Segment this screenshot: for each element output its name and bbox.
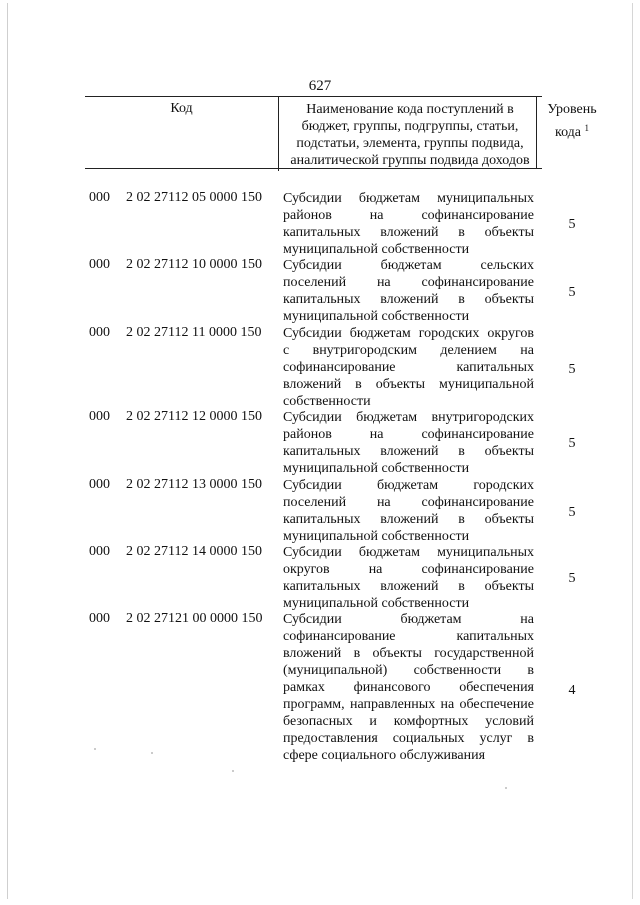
row-name xyxy=(283,257,534,325)
header-name-line: подстатьи, элемента, группы подвида, xyxy=(296,136,524,151)
row-admin-code: 000 xyxy=(89,477,110,492)
row-name-line: районов на софинансирование xyxy=(283,208,534,223)
row-name-line: муниципальной собственности xyxy=(283,596,470,611)
row-admin-code: 000 xyxy=(89,325,110,340)
row-name-line: безопасных и комфортных условий xyxy=(283,714,534,729)
row-admin-code: 000 xyxy=(89,190,110,205)
row-name-line: поселений на софинансирование xyxy=(283,275,534,290)
row-name-line: собственности xyxy=(283,394,371,409)
row-name xyxy=(283,477,534,545)
row-level: 5 xyxy=(568,285,576,300)
row-name xyxy=(283,325,534,410)
row-admin-code: 000 xyxy=(89,611,110,626)
row-name-line: Субсидии бюджетам сельских xyxy=(283,258,534,273)
row-budget-code: 2 02 27112 11 0000 150 xyxy=(126,325,262,340)
row-name-line: предоставления социальных услуг в xyxy=(283,731,534,746)
header-level-line: Уровень xyxy=(547,102,597,117)
row-budget-code: 2 02 27112 10 0000 150 xyxy=(126,257,262,272)
scan-speck xyxy=(505,787,507,789)
row-name-line: округов на софинансирование xyxy=(283,562,534,577)
row-name-line: с внутригородским делением на xyxy=(283,343,534,358)
row-name-line: муниципальной собственности xyxy=(283,242,470,257)
row-name-line: вложений в объекты муниципальной xyxy=(283,377,534,392)
row-name xyxy=(283,409,534,477)
row-level: 5 xyxy=(568,362,576,377)
row-budget-code: 2 02 27121 00 0000 150 xyxy=(126,611,263,626)
row-name-line: муниципальной собственности xyxy=(283,529,470,544)
table-header xyxy=(85,96,542,169)
row-name-line: муниципальной собственности xyxy=(283,309,470,324)
header-divider xyxy=(536,97,537,168)
row-name-line: рамках финансового обеспечения xyxy=(283,680,534,695)
header-name-line: бюджет, группы, подгруппы, статьи, xyxy=(301,119,519,134)
row-level: 5 xyxy=(568,505,576,520)
row-name xyxy=(283,544,534,612)
header-name xyxy=(279,97,541,168)
scan-speck xyxy=(232,770,234,772)
scan-speck xyxy=(151,752,153,754)
row-name-line: районов на софинансирование xyxy=(283,427,534,442)
row-name-line: сфере социального обслуживания xyxy=(283,748,486,763)
scan-speck xyxy=(94,748,96,750)
header-level-line xyxy=(540,119,604,142)
header-name-line: Наименование кода поступлений в xyxy=(306,102,514,117)
row-level: 5 xyxy=(568,217,576,232)
footnote-mark: 1 xyxy=(584,123,590,133)
row-admin-code: 000 xyxy=(89,257,110,272)
page-number: 627 xyxy=(308,78,332,94)
header-level xyxy=(540,100,604,142)
row-level: 5 xyxy=(568,436,576,451)
row-budget-code: 2 02 27112 12 0000 150 xyxy=(126,409,262,424)
row-name-line: капитальных вложений в объекты xyxy=(283,225,534,240)
row-level: 5 xyxy=(568,571,576,586)
row-name xyxy=(283,611,534,764)
row-name-line: Субсидии бюджетам муниципальных xyxy=(283,191,534,206)
row-name-line: капитальных вложений в объекты xyxy=(283,444,534,459)
row-name-line: Субсидии бюджетам на xyxy=(283,612,534,627)
row-name-line: капитальных вложений в объекты xyxy=(283,512,534,527)
row-name-line: Субсидии бюджетам городских округов xyxy=(283,326,534,341)
header-level-text: кода xyxy=(554,125,582,140)
row-name-line: Субсидии бюджетам городских xyxy=(283,478,534,493)
row-name-line: поселений на софинансирование xyxy=(283,495,534,510)
row-budget-code: 2 02 27112 05 0000 150 xyxy=(126,190,262,205)
row-name-line: (муниципальной) собственности в xyxy=(283,663,534,678)
row-name-line: программ, направленных на обеспечение xyxy=(283,697,534,712)
row-level: 4 xyxy=(568,683,576,698)
row-name-line: Субсидии бюджетам муниципальных xyxy=(283,545,534,560)
row-name-line: софинансирование капитальных xyxy=(283,360,534,375)
row-name-line: капитальных вложений в объекты xyxy=(283,579,534,594)
row-name xyxy=(283,190,534,258)
row-name-line: капитальных вложений в объекты xyxy=(283,292,534,307)
row-name-line: софинансирование капитальных xyxy=(283,629,534,644)
row-admin-code: 000 xyxy=(89,409,110,424)
row-name-line: вложений в объекты государственной xyxy=(283,646,534,661)
row-name-line: муниципальной собственности xyxy=(283,461,470,476)
header-name-line: аналитической группы подвида доходов xyxy=(290,153,530,168)
row-budget-code: 2 02 27112 13 0000 150 xyxy=(126,477,262,492)
row-budget-code: 2 02 27112 14 0000 150 xyxy=(126,544,262,559)
header-code: Код xyxy=(85,97,279,171)
row-admin-code: 000 xyxy=(89,544,110,559)
row-name-line: Субсидии бюджетам внутригородских xyxy=(283,410,534,425)
